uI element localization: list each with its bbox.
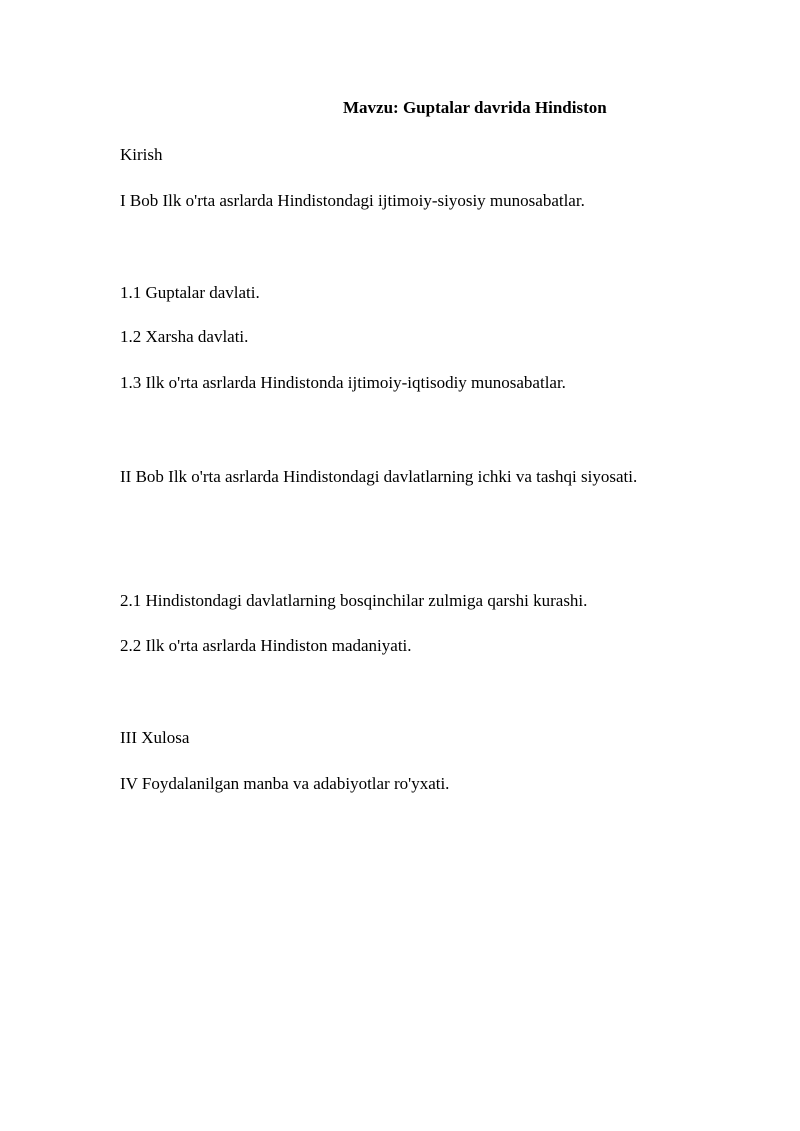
section-1-3: 1.3 Ilk o'rta asrlarda Hindistonda ijtimoiy-iqtisodiy munosabatlar. bbox=[120, 373, 566, 392]
conclusion-heading: III Xulosa bbox=[120, 728, 190, 747]
document-title: Mavzu: Guptalar davrida Hindiston bbox=[343, 98, 607, 117]
section-2-2: 2.2 Ilk o'rta asrlarda Hindiston madaniyati. bbox=[120, 636, 412, 655]
section-1-2: 1.2 Xarsha davlati. bbox=[120, 327, 249, 346]
chapter2-heading: II Bob Ilk o'rta asrlarda Hindistondagi davlatlarning ichki va tashqi siyosati. bbox=[120, 467, 638, 486]
chapter1-heading: I Bob Ilk o'rta asrlarda Hindistondagi ijtimoiy-siyosiy munosabatlar. bbox=[120, 191, 585, 210]
intro-heading: Kirish bbox=[120, 145, 163, 164]
section-2-1: 2.1 Hindistondagi davlatlarning bosqinchilar zulmiga qarshi kurashi. bbox=[120, 591, 588, 610]
section-1-1: 1.1 Guptalar davlati. bbox=[120, 283, 260, 302]
references-heading: IV Foydalanilgan manba va adabiyotlar ro'yxati. bbox=[120, 774, 450, 793]
